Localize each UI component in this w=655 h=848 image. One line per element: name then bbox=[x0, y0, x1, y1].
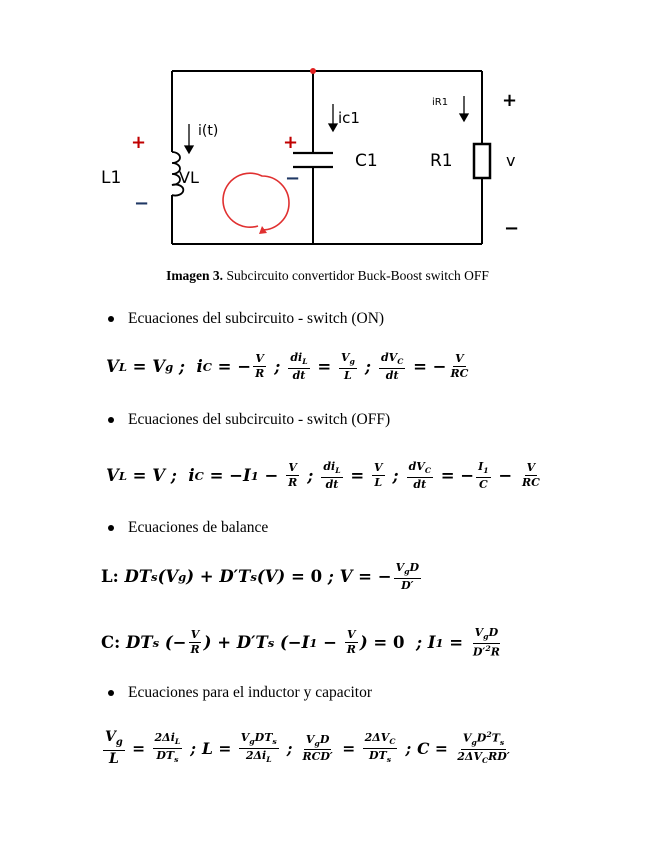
res-current-label: iR1 bbox=[432, 97, 449, 108]
cap-minus: − bbox=[285, 168, 301, 189]
resistor-symbol bbox=[474, 144, 490, 178]
output-plus: + bbox=[502, 90, 518, 111]
cap-plus: + bbox=[283, 132, 299, 153]
current-label: i(t) bbox=[198, 123, 219, 139]
section-on-title: Ecuaciones del subcircuito - switch (ON) bbox=[128, 310, 385, 327]
buck-boost-off-circuit bbox=[0, 0, 655, 260]
inductor-minus: − bbox=[134, 193, 150, 214]
bullet-on bbox=[108, 310, 384, 328]
equation-on: V L = V g ; i C = − $\frac{V}{R}$ ; $\frac{di_L}{dt}$ = $\frac{V_g}{L}$ ; $\frac{dV_C}{dt}$ = − $\frac{V}{RC}$ bbox=[106, 351, 469, 382]
caption-text: Subcircuito convertidor Buck-Boost switch OFF bbox=[223, 268, 489, 283]
cap-current-label: ic1 bbox=[338, 109, 360, 127]
section-balance-title: Ecuaciones de balance bbox=[128, 519, 269, 536]
inductor-plus: + bbox=[131, 132, 147, 153]
inductor-voltage-label: VL bbox=[179, 168, 199, 187]
equation-off: V L = V ; i C = −I 1 − $\frac{V}{R}$ ; $\frac{di_L}{dt}$ = $\frac{V}{L}$ ; $\frac{dV_C}{dt}$ = − $\frac{I_1}{C}$ − $\frac{V}{RC}$ bbox=[106, 460, 540, 491]
loop-arrow-icon bbox=[223, 173, 289, 234]
res-label: R1 bbox=[430, 151, 453, 171]
output-minus: − bbox=[504, 218, 520, 239]
bullet-lc bbox=[108, 684, 372, 702]
bullet-balance bbox=[108, 519, 268, 537]
bullet-dot-icon bbox=[108, 525, 114, 531]
cap-label: C1 bbox=[355, 151, 378, 171]
section-off-title: Ecuaciones del subcircuito - switch (OFF) bbox=[128, 411, 391, 428]
equation-lc: $\frac{V_g}{L}$ = $\frac{2\Delta i_L}{DT_s}$ ; L = $\frac{V_gDT_s}{2\Delta i_L}$ ; $\frac{V_gD}{\text{RCD′}}$ = $\frac{2\Delta V_C}{DT_s}$ ; C = $\frac{V_gD^2T_s}{2\Delta V_CRD'}$ bbox=[105, 729, 510, 767]
bullet-dot-icon bbox=[108, 417, 114, 423]
bullet-off bbox=[108, 411, 390, 429]
figure-caption bbox=[0, 268, 655, 284]
inductor-label: L1 bbox=[101, 168, 122, 188]
res-voltage-label: v bbox=[506, 151, 516, 170]
equation-balance-c: C: DT s (− $\frac{V}{R}$ ) + D′T s (−I 1 − $\frac{V}{R}$ ) = 0 ; I 1 = $\frac{V_gD}{D'^2R}$ bbox=[101, 626, 500, 659]
capacitor-symbol bbox=[293, 153, 333, 167]
bullet-dot-icon bbox=[108, 690, 114, 696]
section-lc-title: Ecuaciones para el inductor y capacitor bbox=[128, 684, 373, 701]
caption-prefix: Imagen 3. bbox=[166, 268, 224, 283]
bullet-dot-icon bbox=[108, 316, 114, 322]
equation-balance-l: L: DT s (V g ) + D′T s (V) = 0 ; V = − $\frac{V_gD}{D'}$ bbox=[101, 561, 420, 592]
